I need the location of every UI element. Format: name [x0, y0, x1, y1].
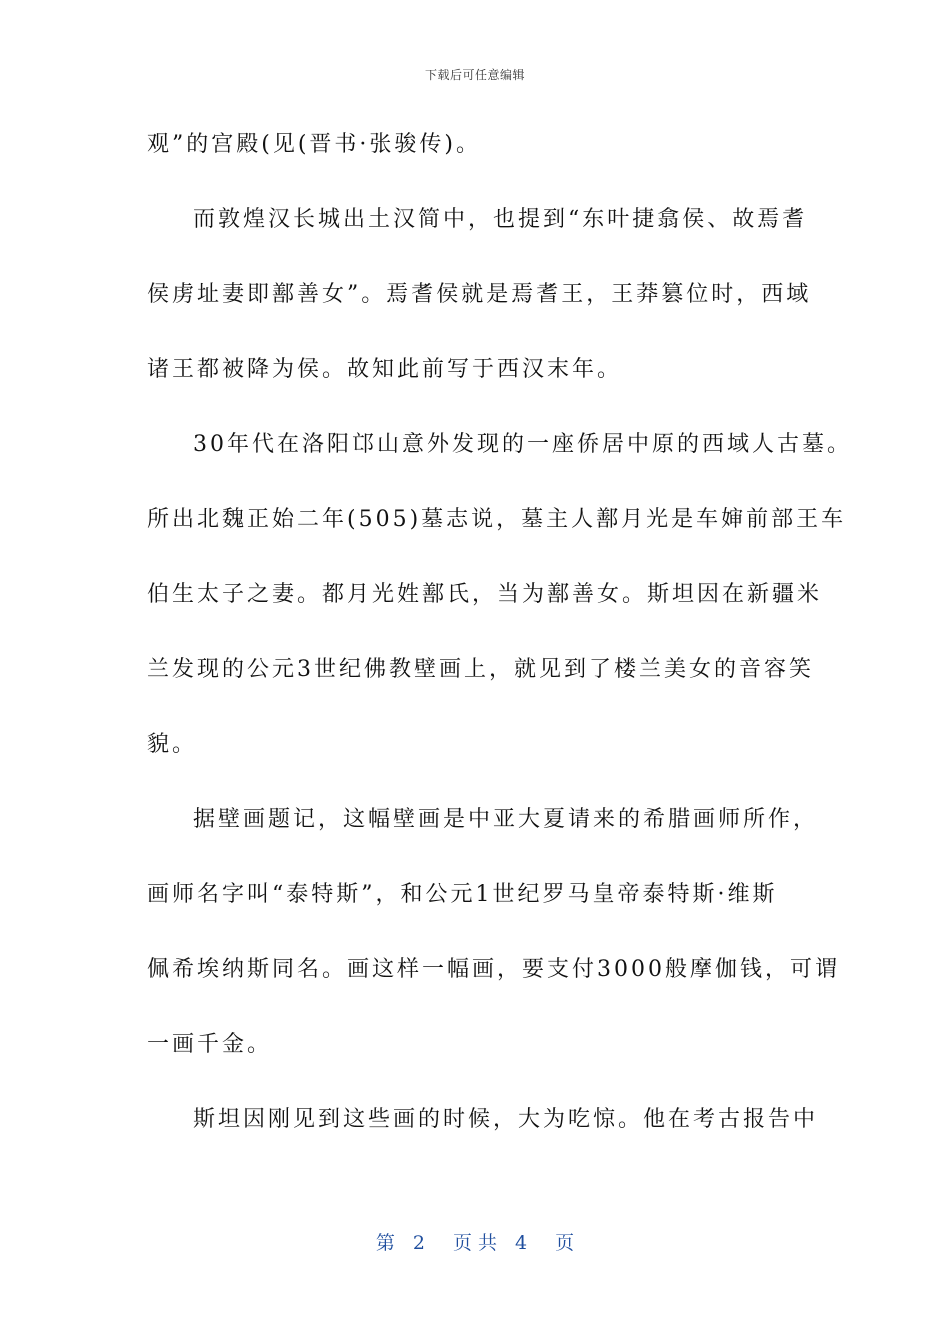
page-footer	[0, 1228, 950, 1255]
footer-page-number: 2	[412, 1232, 425, 1254]
text-line: 而敦煌汉长城出土汉简中，也提到“东叶捷翕侯、故焉耆	[193, 207, 808, 232]
footer-prefix: 第	[375, 1232, 395, 1254]
text-line: 所出北魏正始二年(505)墓志说，墓主人鄯月光是车婶前部王车	[147, 507, 847, 532]
text-line: 兰发现的公元3世纪佛教壁画上，就见到了楼兰美女的音容笑	[147, 657, 814, 682]
text-line: 伯生太子之妻。都月光姓鄯氏，当为鄯善女。斯坦因在新疆米	[147, 582, 823, 607]
text-line: 佩希埃纳斯同名。画这样一幅画，要支付3000般摩伽钱，可谓	[147, 957, 840, 982]
text-line: 画师名字叫“泰特斯”，和公元1世纪罗马皇帝泰特斯·维斯	[147, 882, 778, 907]
text-line: 30年代在洛阳邙山意外发现的一座侨居中原的西域人古墓。	[193, 432, 852, 457]
text-line: 诸王都被降为侯。故知此前写于西汉末年。	[147, 357, 623, 382]
footer-middle: 页 共	[452, 1232, 498, 1254]
text-line: 据壁画题记，这幅壁画是中亚大夏请来的希腊画师所作，	[193, 807, 819, 832]
footer-suffix: 页	[555, 1232, 575, 1254]
text-line: 侯虏址妻即鄯善女”。焉耆侯就是焉耆王，王莽篡位时，西域	[147, 282, 812, 307]
footer-total-pages: 4	[515, 1232, 528, 1254]
page-header: 下载后可任意编辑	[424, 68, 525, 82]
text-line: 貌。	[147, 732, 198, 757]
text-line: 观”的宫殿(见(晋书·张骏传)。	[147, 132, 481, 157]
text-line: 斯坦因刚见到这些画的时候，大为吃惊。他在考古报告中	[193, 1107, 819, 1132]
text-line: 一画千金。	[147, 1032, 273, 1057]
